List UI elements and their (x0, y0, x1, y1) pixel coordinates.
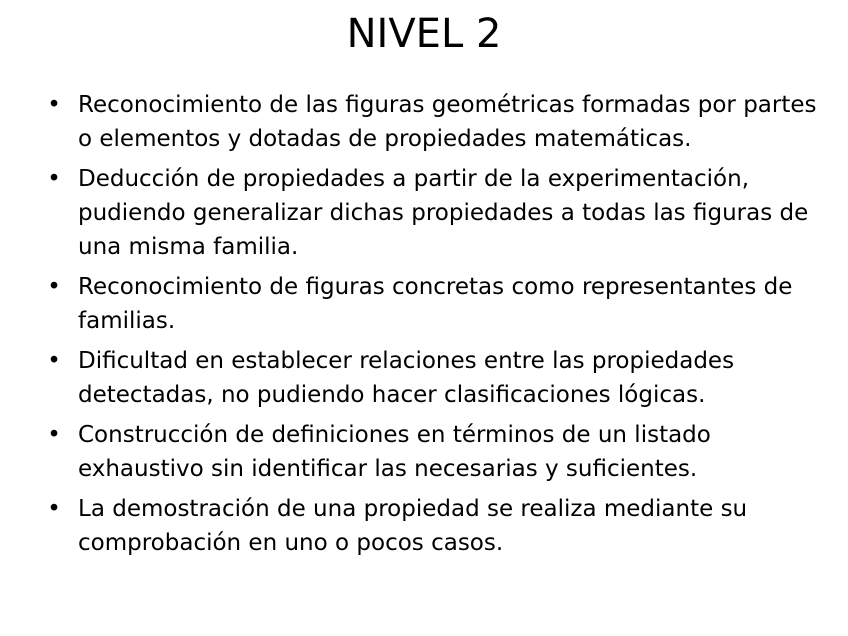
bullet-icon: • (47, 92, 61, 118)
bullet-item (40, 492, 825, 560)
bullet-icon: • (47, 496, 61, 522)
bullet-text: Dificultad en establecer relaciones entre las propiedades detectadas, no pudiendo hacer clasificaciones lógicas. (78, 348, 735, 408)
slide-title: NIVEL 2 (346, 11, 502, 57)
bullet-text: Reconocimiento de las figuras geométricas formadas por partes o elementos y dotadas de propiedades matemáticas. (78, 92, 817, 152)
bullet-item (40, 418, 825, 486)
bullet-icon: • (47, 348, 61, 374)
bullet-item (40, 162, 825, 264)
bullet-list (40, 88, 825, 566)
bullet-item (40, 344, 825, 412)
bullet-item (40, 270, 825, 338)
bullet-icon: • (47, 274, 61, 300)
bullet-item (40, 88, 825, 156)
bullet-text: Deducción de propiedades a partir de la experimentación, pudiendo generalizar dichas propiedades a todas las figuras de una misma familia. (78, 166, 809, 260)
bullet-text: Construcción de definiciones en términos de un listado exhaustivo sin identificar las necesarias y suficientes. (78, 422, 711, 482)
bullet-icon: • (47, 166, 61, 192)
bullet-icon: • (47, 422, 61, 448)
bullet-text: La demostración de una propiedad se realiza mediante su comprobación en uno o pocos casos. (78, 496, 748, 556)
bullet-text: Reconocimiento de figuras concretas como representantes de familias. (78, 274, 793, 334)
